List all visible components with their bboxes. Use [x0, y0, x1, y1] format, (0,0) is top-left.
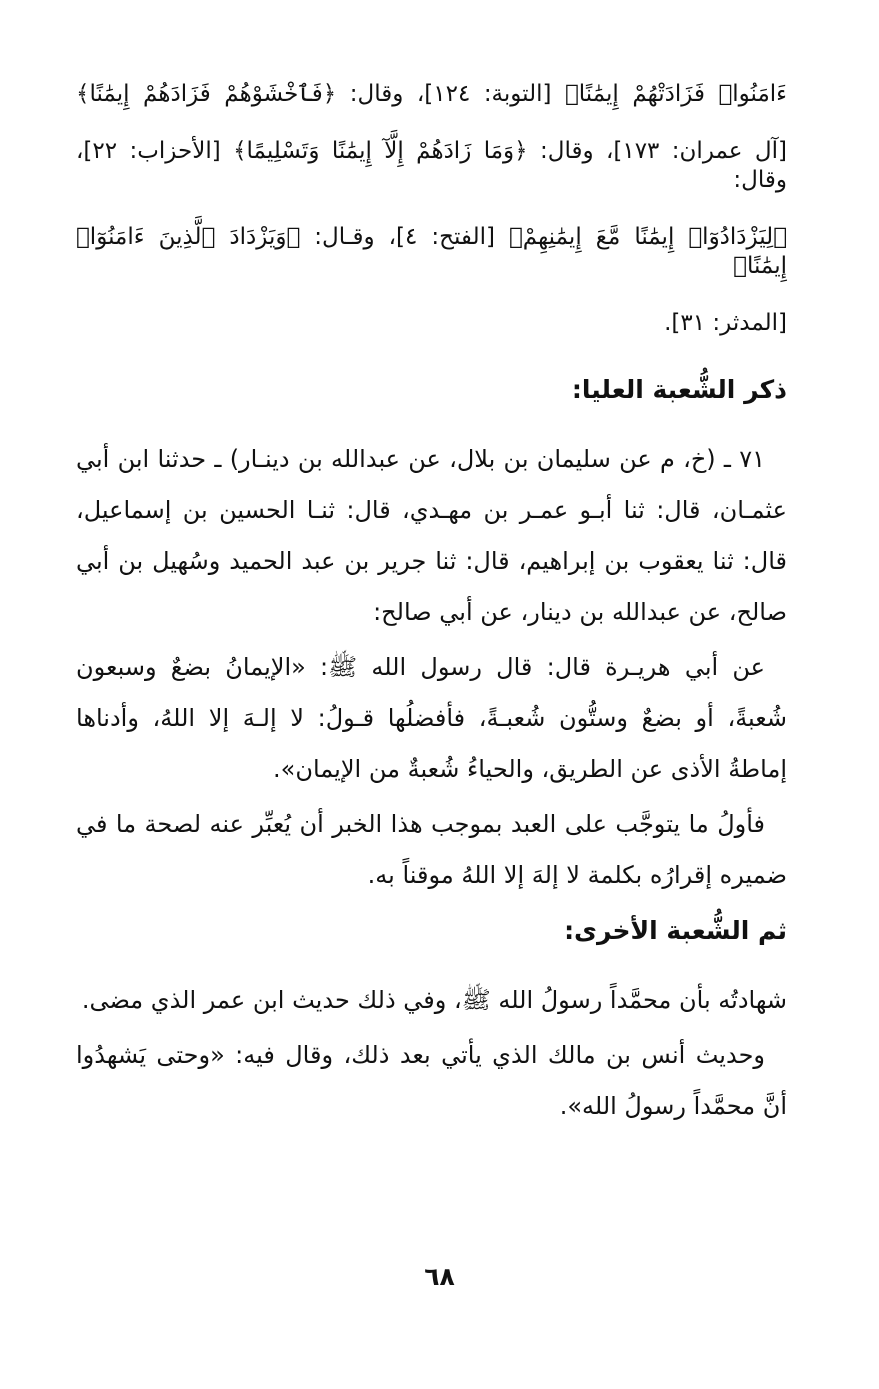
section-heading-upper-branch: ذكر الشُّعبة العليا:: [571, 375, 787, 404]
hadith-chain-paragraph: ٧١ ـ (خ، م عن سليمان بن بلال، عن عبدالله بن دينـار) ـ حدثنا ابن أبي عثمـان، قال: ثنا أبـو عمـر بن مهـدي، قال: ثنـا الحسين بن إسماعيل، قال: ثنا يعقوب بن إبراهيم، قال: ثنا جرير بن عبد الحميد وسُهيل بن أبي صالح، عن عبدالله بن دينار، عن أبي صالح:: [76, 445, 787, 626]
quran-line: ﴿لِيَزْدَادُوٓا۟ إِيمَٰنًا مَّعَ إِيمَٰنِهِمْ﴾ [الفتح: ٤]، وقـال: ﴿وَيَزْدَادَ ٱلَّذِينَ ءَامَنُوٓا۟ إِيمَٰنًا﴾: [76, 224, 787, 279]
page-number: ٦٨: [424, 1262, 455, 1291]
page-content: [76, 80, 787, 1136]
quran-citations-block: [76, 80, 787, 338]
hadith-text-paragraph: عن أبي هريـرة قال: قال رسول الله ﷺ: «الإيمانُ بضعٌ وسبعون شُعبةً، أو بضعٌ وستُّون شُعبـةً، فأفضلُها قـولُ: لا إلـهَ إلا اللهُ، وأدناها إماطةُ الأذى عن الطريق، والحياءُ شُعبةٌ من الإيمان».: [76, 653, 787, 783]
section-heading-other-branch: ثم الشُّعبة الأخرى:: [564, 916, 787, 945]
quran-line: [آل عمران: ١٧٣]، وقال: ﴿وَمَا زَادَهُمْ إِلَّآ إِيمَٰنًا وَتَسْلِيمًا﴾ [الأحزاب: ٢٢]، وقال:: [76, 138, 787, 193]
anas-hadith-paragraph: وحديث أنس بن مالك الذي يأتي بعد ذلك، وقال فيه: «وحتى يَشهدُوا أنَّ محمَّداً رسولُ الله».: [76, 1041, 787, 1120]
testimony-paragraph: شهادتُه بأن محمَّداً رسولُ الله ﷺ، وفي ذلك حديث ابن عمر الذي مضى.: [81, 986, 787, 1014]
quran-line: [المدثر: ٣١].: [664, 310, 787, 336]
quran-line: ءَامَنُوا۟ فَزَادَتْهُمْ إِيمَٰنًا﴾ [التوبة: ١٢٤]، وقال: ﴿فَٱخْشَوْهُمْ فَزَادَهُمْ إِيمَٰنًا﴾: [76, 81, 787, 107]
commentary-paragraph: فأولُ ما يتوجَّب على العبد بموجب هذا الخبر أن يُعبِّر عنه لصحة ما في ضميره إقرارُه بكلمة لا إلهَ إلا اللهُ موقناً به.: [76, 810, 787, 889]
